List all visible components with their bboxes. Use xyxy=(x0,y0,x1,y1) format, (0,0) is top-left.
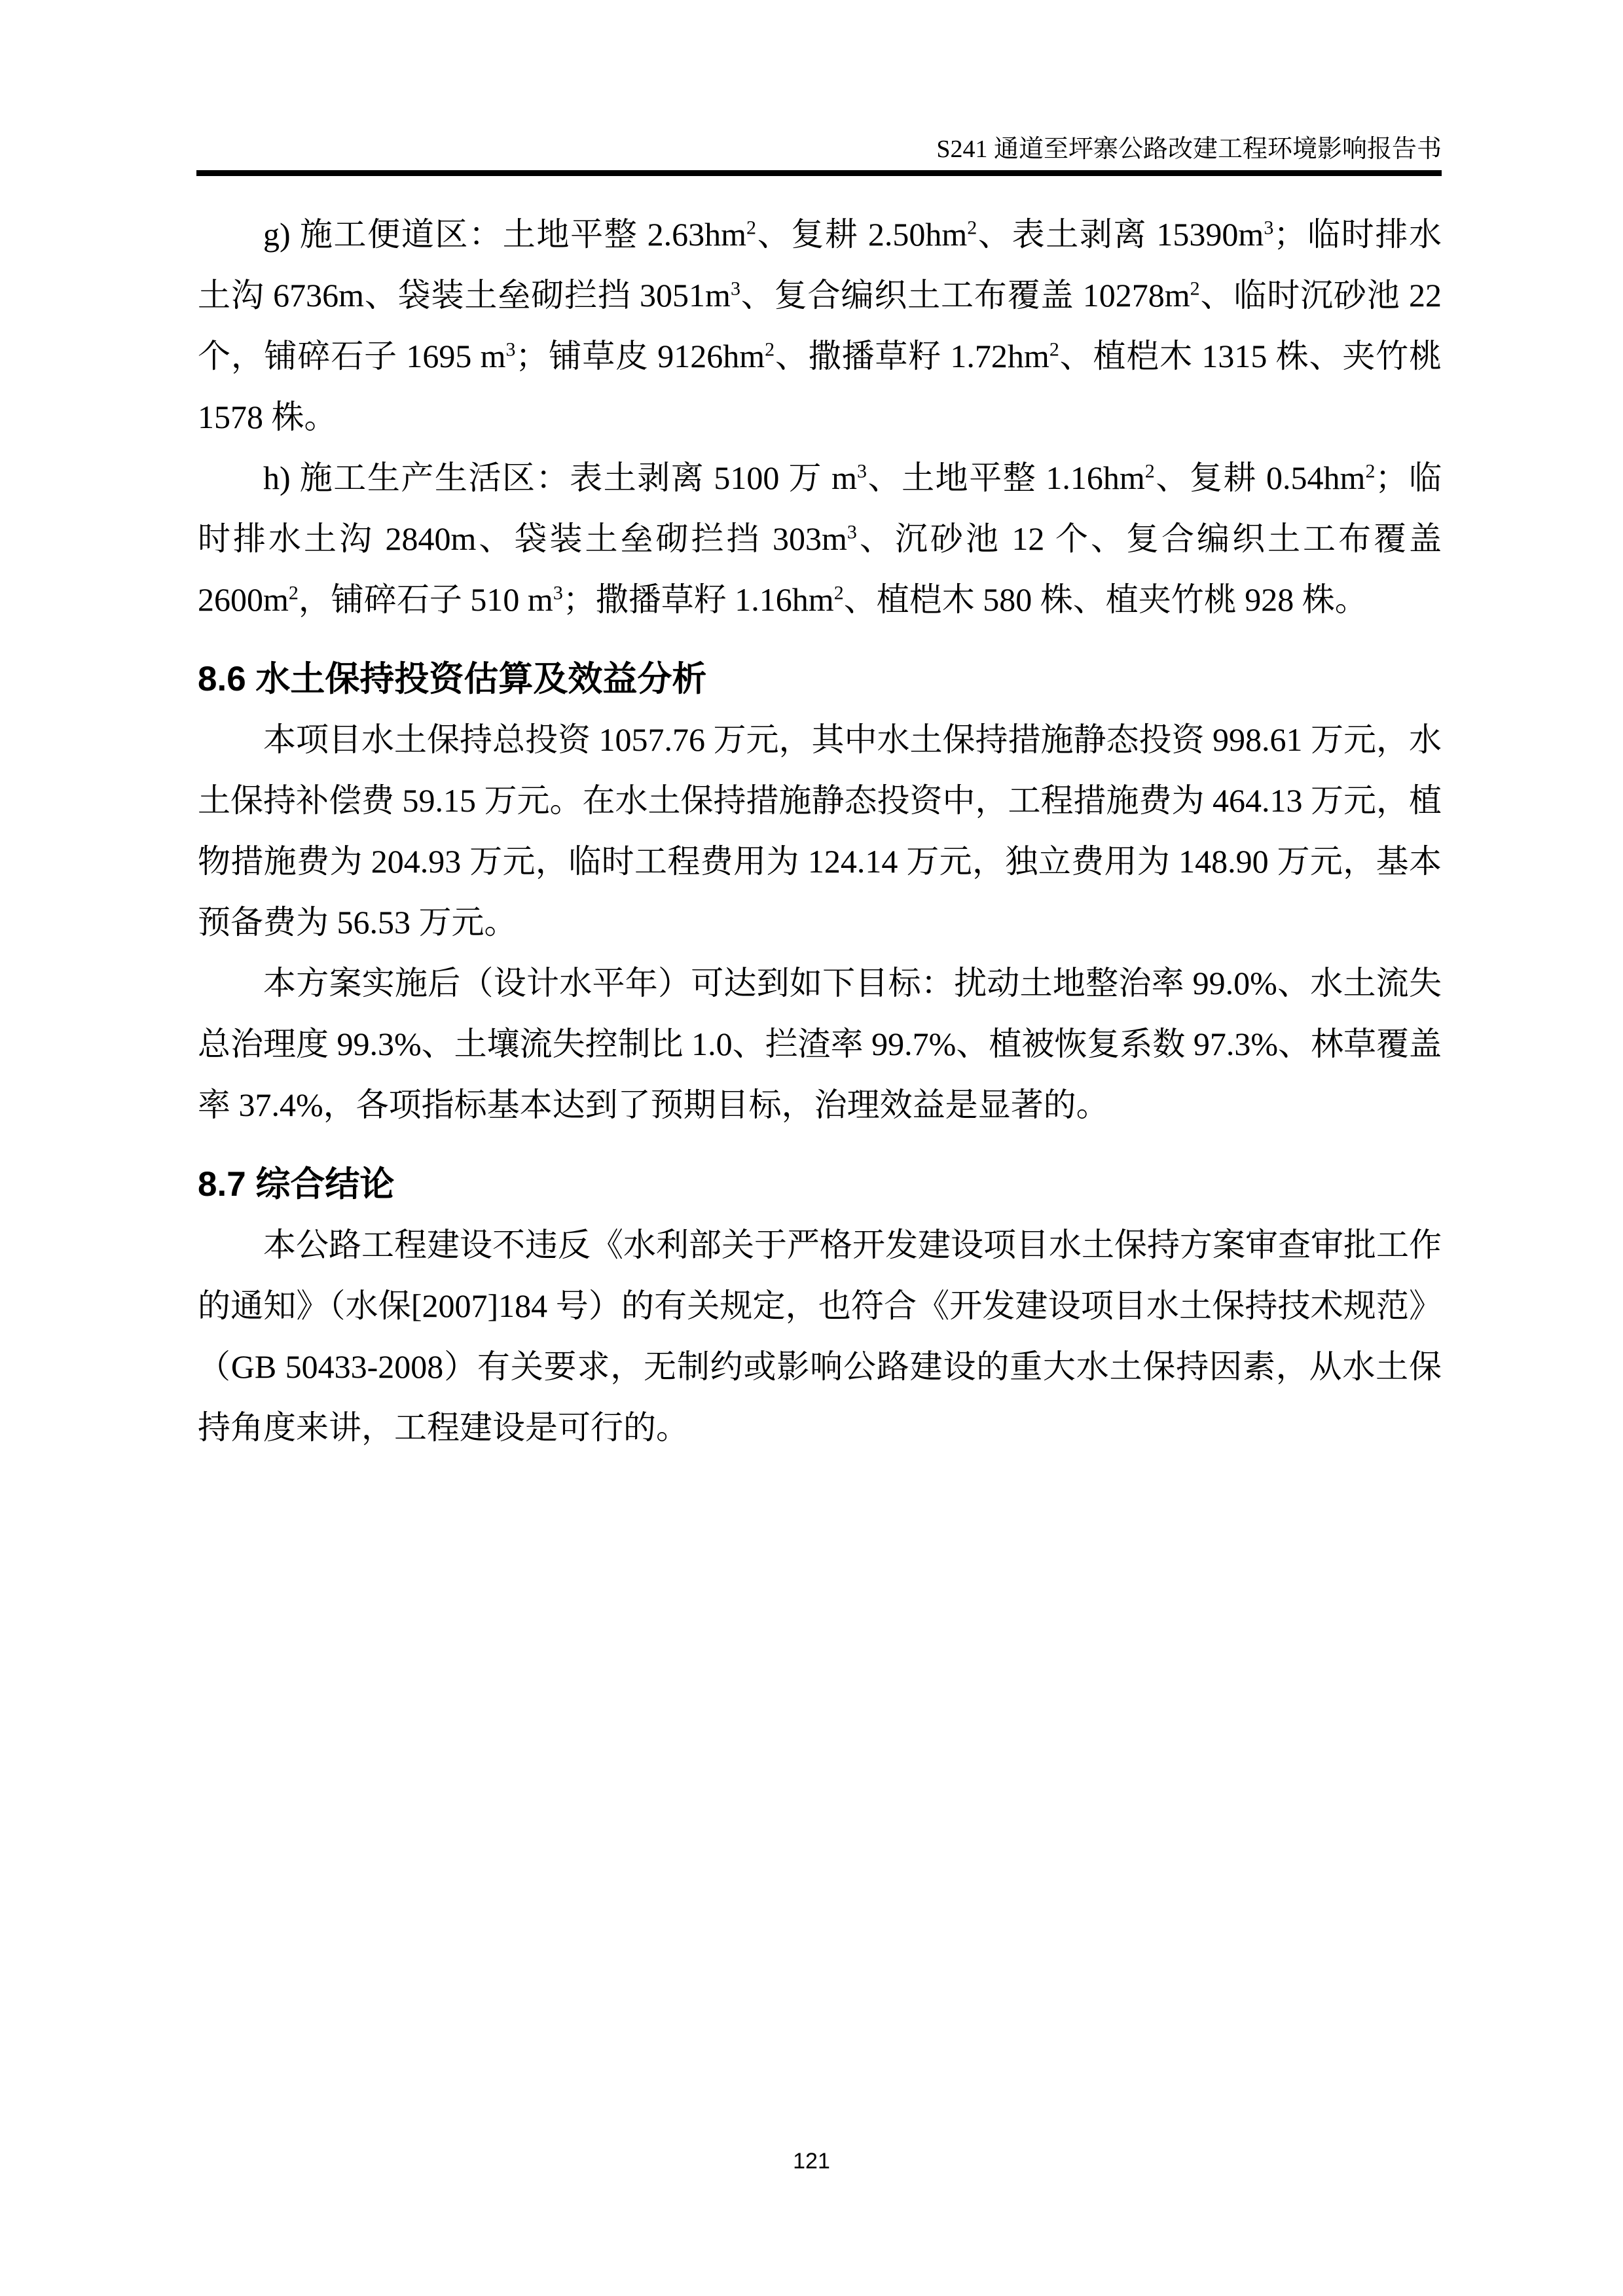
superscript: 2 xyxy=(765,338,775,361)
text-run: 、表土剥离 15390m xyxy=(977,216,1264,253)
text-run: 、复合编织土工布覆盖 10278m xyxy=(740,277,1190,314)
superscript: 2 xyxy=(1049,338,1059,361)
paragraph xyxy=(198,709,1442,953)
text-run: 、植桤木 580 株、植夹竹桃 928 株。 xyxy=(843,581,1368,618)
superscript: 2 xyxy=(746,217,757,239)
superscript: 2 xyxy=(967,217,977,239)
superscript: 2 xyxy=(1144,460,1155,482)
superscript: 3 xyxy=(1264,217,1274,239)
text-run: 本项目水土保持总投资 1057.76 万元，其中水土保持措施静态投资 998.61 万元，水土保持补偿费 59.15 万元。在水土保持措施静态投资中，工程措施费为 464.13 万元，植物措施费为 204.93 万元，临时工程费用为 124.14 万元，独立费用为 148.90 万元，基本预备费为 56.53 万元。 xyxy=(198,721,1442,941)
page-number: 121 xyxy=(793,2149,830,2174)
text-run: 本公路工程建设不违反《水利部关于严格开发建设项目水土保持方案审查审批工作的通知》（水保[2007]184 号）的有关规定，也符合《开发建设项目水土保持技术规范》（GB 50433-2008）有关要求，无制约或影响公路建设的重大水土保持因素，从水土保持角度来讲，工程建设是可行的。 xyxy=(198,1227,1442,1446)
text-run: ；撒播草籽 1.16hm xyxy=(562,581,834,618)
document-body xyxy=(198,204,1442,1458)
paragraph xyxy=(198,204,1442,448)
superscript: 2 xyxy=(1365,460,1376,482)
text-run: 、复耕 2.50hm xyxy=(756,216,968,253)
superscript: 3 xyxy=(730,278,740,300)
text-run: ，铺碎石子 510 m xyxy=(298,581,553,618)
superscript: 3 xyxy=(505,338,516,361)
text-run: 本方案实施后（设计水平年）可达到如下目标：扰动土地整治率 99.0%、水土流失总治理度 99.3%、土壤流失控制比 1.0、拦渣率 99.7%、植被恢复系数 97.3%、林草覆盖率 37.4%，各项指标基本达到了预期目标，治理效益是显著的。 xyxy=(198,965,1442,1123)
text-run: 、植桤木 1315 株、夹竹桃 1578 株。 xyxy=(198,338,1442,435)
paragraph xyxy=(198,448,1442,630)
text-run: ；临时排水土沟 2840m、袋装土垒砌拦挡 303m xyxy=(198,459,1442,557)
text-run: 、撒播草籽 1.72hm xyxy=(775,338,1049,374)
text-run: 、土地平整 1.16hm xyxy=(866,459,1145,496)
text-run: g) 施工便道区：土地平整 2.63hm xyxy=(263,216,747,253)
superscript: 2 xyxy=(1190,278,1200,300)
superscript: 3 xyxy=(553,582,563,604)
superscript: 3 xyxy=(847,521,857,543)
text-run: ；铺草皮 9126hm xyxy=(515,338,765,374)
superscript: 3 xyxy=(856,460,867,482)
text-run: h) 施工生产生活区：表土剥离 5100 万 m xyxy=(263,459,857,496)
superscript: 2 xyxy=(833,582,844,604)
section-heading: 8.6 水土保持投资估算及效益分析 xyxy=(198,660,707,698)
superscript: 2 xyxy=(288,582,299,604)
paragraph xyxy=(198,1215,1442,1458)
text-run: 、临时沉砂池 22 个，铺碎石子 1695 m xyxy=(198,277,1442,374)
header-rule xyxy=(196,170,1442,176)
text-run: 、复耕 0.54hm xyxy=(1154,459,1366,496)
section-heading: 8.7 综合结论 xyxy=(198,1165,395,1204)
page-header-title: S241 通道至坪寨公路改建工程环境影响报告书 xyxy=(936,135,1442,163)
text-run: 、沉砂池 12 个、复合编织土工布覆盖 2600m xyxy=(198,520,1442,618)
text-run: ；临时排水土沟 6736m、袋装土垒砌拦挡 3051m xyxy=(198,216,1442,314)
paragraph xyxy=(198,953,1442,1136)
